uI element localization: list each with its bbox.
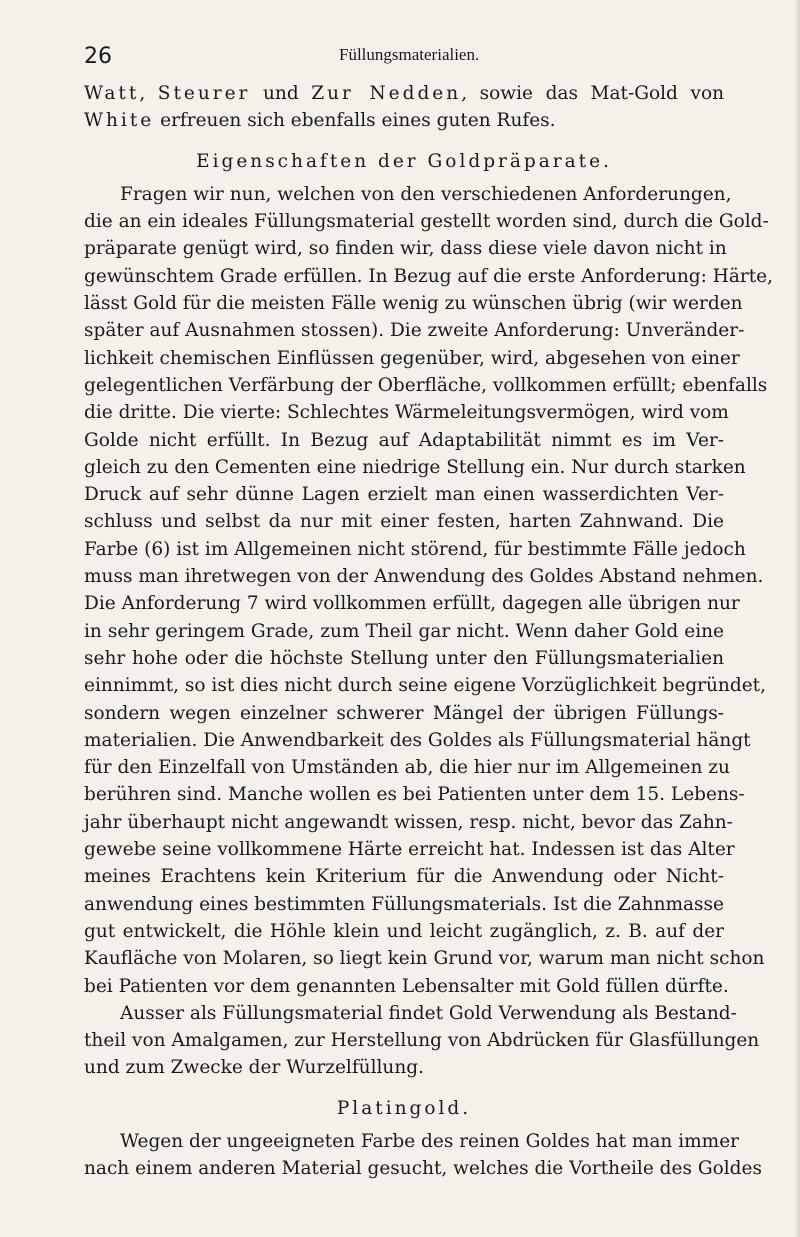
page-number: 26 bbox=[84, 44, 112, 69]
page-header bbox=[84, 40, 724, 80]
intro-text: und bbox=[250, 83, 312, 104]
text-line: Ausser als Füllungsmaterial findet Gold Verwendung als Bestand- bbox=[120, 1002, 737, 1024]
text-line: für den Einzelfall von Umständen ab, die hier nur im Allgemeinen zu bbox=[84, 757, 730, 779]
text-line: sondern wegen einzelner schwerer Mängel der übrigen Füllungs- bbox=[84, 702, 724, 724]
text-line: die an ein ideales Füllungsmaterial gestellt worden sind, durch die Gold- bbox=[84, 211, 769, 233]
text-line: lässt Gold für die meisten Fälle wenig zu wünschen übrig (wir werden bbox=[84, 293, 743, 315]
author-name: Steurer bbox=[157, 83, 251, 104]
text-line: nach einem anderen Material gesucht, welches die Vortheile des Goldes bbox=[84, 1158, 762, 1180]
author-name: Watt bbox=[84, 83, 140, 104]
text-line: lichkeit chemischen Einflüssen gegenüber, wird, abgesehen von einer bbox=[84, 347, 740, 369]
text-line: jahr überhaupt nicht angewandt wissen, resp. nicht, bevor das Zahn- bbox=[84, 811, 733, 833]
text-line: Wegen der ungeeigneten Farbe des reinen Goldes hat man immer bbox=[120, 1130, 740, 1152]
text-line: gelegentlichen Verfärbung der Oberfläche, vollkommen erfüllt; ebenfalls bbox=[84, 374, 768, 396]
book-page bbox=[84, 40, 773, 1183]
body-text bbox=[84, 80, 773, 1183]
text-line: einnimmt, so ist dies nicht durch seine eigene Vorzüglichkeit begründet, bbox=[84, 675, 766, 697]
text-line: Kaufläche von Molaren, so liegt kein Grund vor, warum man nicht schon bbox=[84, 948, 765, 970]
text-line: muss man ihretwegen von der Anwendung des Goldes Abstand nehmen. bbox=[84, 566, 764, 588]
running-head: Füllungsmaterialien. bbox=[339, 45, 480, 64]
text-line: sehr hohe oder die höchste Stellung unter den Füllungsmaterialien bbox=[84, 647, 724, 669]
author-name: Zur Nedden bbox=[311, 83, 462, 104]
text-line: gleich zu den Cementen eine niedrige Stellung ein. Nur durch starken bbox=[84, 456, 746, 478]
intro-text: , sowie das Mat-Gold von bbox=[461, 83, 724, 104]
text-line: Farbe (6) ist im Allgemeinen nicht störend, für bestimmte Fälle jedoch bbox=[84, 538, 746, 560]
text-line: anwendung eines bestimmten Füllungsmaterials. Ist die Zahnmasse bbox=[84, 893, 724, 915]
text-line: in sehr geringem Grade, zum Theil gar nicht. Wenn daher Gold eine bbox=[84, 620, 724, 642]
page-edge-shadow bbox=[794, 0, 800, 1237]
text-line: theil von Amalgamen, zur Herstellung von Abdrücken für Glasfüllungen bbox=[84, 1030, 760, 1052]
text-line: später auf Ausnahmen stossen). Die zweite Anforderung: Unveränder- bbox=[84, 320, 745, 342]
text-line: gewünschtem Grade erfüllen. In Bezug auf die erste Anforderung: Härte, bbox=[84, 265, 773, 287]
text-line: meines Erachtens kein Kriterium für die Anwendung oder Nicht- bbox=[84, 866, 724, 888]
intro-text: erfreuen sich ebenfalls eines guten Rufes. bbox=[154, 110, 556, 132]
text-line: schluss und selbst da nur mit einer festen, harten Zahnwand. Die bbox=[84, 511, 724, 533]
section-heading: Platingold. bbox=[336, 1097, 472, 1119]
text-line: und zum Zwecke der Wurzelfüllung. bbox=[84, 1057, 424, 1079]
text-line: Druck auf sehr dünne Lagen erzielt man einen wasserdichten Ver- bbox=[84, 484, 724, 506]
text-line: berühren sind. Manche wollen es bei Patienten unter dem 15. Lebens- bbox=[84, 784, 745, 806]
paragraph-gold-uses bbox=[84, 1000, 760, 1082]
paragraph-platinum-gold bbox=[84, 1128, 762, 1183]
text-line: Fragen wir nun, welchen von den verschiedenen Anforderungen, bbox=[120, 183, 732, 205]
intro-text: , bbox=[139, 83, 158, 104]
text-line: gewebe seine vollkommene Härte erreicht hat. Indessen ist das Alter bbox=[84, 839, 735, 861]
intro-line-1 bbox=[84, 80, 724, 107]
section-heading: Eigenschaften der Goldpräparate. bbox=[196, 150, 612, 172]
text-line: materialien. Die Anwendbarkeit des Goldes als Füllungsmaterial hängt bbox=[84, 729, 751, 751]
text-line: Die Anforderung 7 wird vollkommen erfüllt, dagegen alle übrigen nur bbox=[84, 593, 740, 615]
text-line: die dritte. Die vierte: Schlechtes Wärmeleitungsvermögen, wird vom bbox=[84, 402, 729, 424]
paragraph-gold-properties bbox=[84, 181, 773, 1000]
intro-line-2 bbox=[84, 107, 724, 134]
text-line: gut entwickelt, die Höhle klein und leicht zugänglich, z. B. auf der bbox=[84, 920, 724, 942]
text-line: präparate genügt wird, so finden wir, dass diese viele davon nicht in bbox=[84, 238, 727, 260]
text-line: Golde nicht erfüllt. In Bezug auf Adaptabilität nimmt es im Ver- bbox=[84, 429, 724, 451]
text-line: bei Patienten vor dem genannten Lebensalter mit Gold füllen dürfte. bbox=[84, 975, 729, 997]
author-name: White bbox=[84, 110, 155, 132]
